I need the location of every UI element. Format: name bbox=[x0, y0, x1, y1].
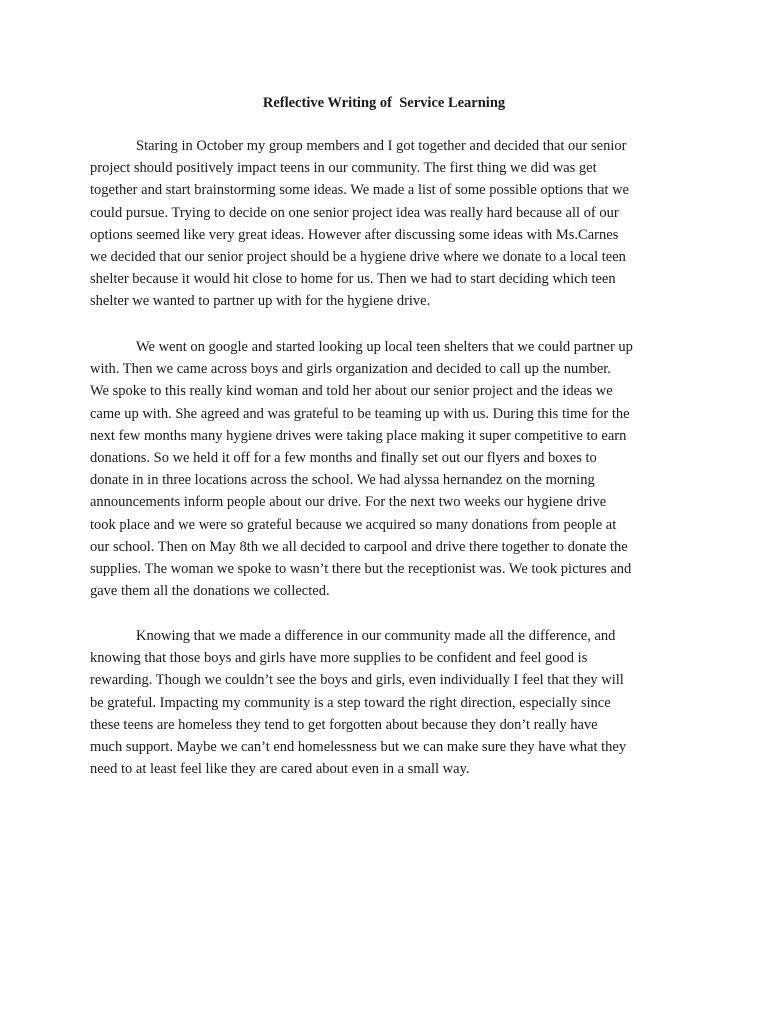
text-line: donations. So we held it off for a few months and finally set out our flyers and boxes to bbox=[90, 449, 597, 466]
text-line: We went on google and started looking up local teen shelters that we could partner up bbox=[136, 339, 633, 355]
text-line: our school. Then on May 8th we all decided to carpool and drive there together to donate the bbox=[90, 538, 628, 555]
text-line: project should positively impact teens in our community. The first thing we did was get bbox=[90, 160, 597, 177]
text-line: much support. Maybe we can’t end homelessness but we can make sure they have what they bbox=[90, 738, 627, 755]
document-title: Reflective Writing of Service Learning bbox=[262, 95, 506, 111]
text-line: could pursue. Trying to decide on one senior project idea was really hard because all of our bbox=[90, 204, 619, 221]
text-line: announcements inform people about our drive. For the next two weeks our hygiene drive bbox=[90, 494, 607, 511]
text-line: with. Then we came across boys and girls organization and decided to call up the number. bbox=[90, 361, 611, 378]
text-line: shelter we wanted to partner up with for the hygiene drive. bbox=[90, 293, 431, 310]
text-line: shelter because it would hit close to home for us. Then we had to start deciding which teen bbox=[90, 271, 616, 288]
paragraph bbox=[90, 336, 690, 602]
text-line: we decided that our senior project should be a hygiene drive where we donate to a local teen bbox=[90, 248, 626, 265]
paragraph bbox=[90, 135, 690, 313]
text-line: We spoke to this really kind woman and told her about our senior project and the ideas we bbox=[90, 383, 613, 400]
text-line: next few months many hygiene drives were taking place making it super competitive to earn bbox=[90, 427, 627, 444]
text-line: took place and we were so grateful because we acquired so many donations from people at bbox=[90, 516, 617, 533]
text-line: these teens are homeless they tend to get forgotten about because they don’t really have bbox=[90, 716, 598, 733]
text-line: rewarding. Though we couldn’t see the boys and girls, even individually I feel that they will bbox=[90, 672, 624, 689]
text-line: Staring in October my group members and I got together and decided that our senior bbox=[136, 138, 627, 154]
text-line: need to at least feel like they are cared about even in a small way. bbox=[90, 761, 470, 778]
text-line: together and start brainstorming some ideas. We made a list of some possible options that we bbox=[90, 182, 629, 199]
text-line: supplies. The woman we spoke to wasn’t there but the receptionist was. We took pictures and bbox=[90, 560, 632, 577]
text-line: gave them all the donations we collected. bbox=[90, 583, 330, 600]
paragraph bbox=[90, 625, 690, 780]
text-line: came up with. She agreed and was grateful to be teaming up with us. During this time for the bbox=[90, 405, 630, 422]
text-line: donate in in three locations across the school. We had alyssa hernandez on the morning bbox=[90, 472, 595, 489]
text-line: knowing that those boys and girls have more supplies to be confident and feel good is bbox=[90, 650, 588, 667]
text-line: be grateful. Impacting my community is a step toward the right direction, especially since bbox=[90, 694, 611, 711]
text-line: options seemed like very great ideas. However after discussing some ideas with Ms.Carnes bbox=[90, 226, 619, 243]
text-line: Knowing that we made a difference in our community made all the difference, and bbox=[136, 628, 616, 644]
